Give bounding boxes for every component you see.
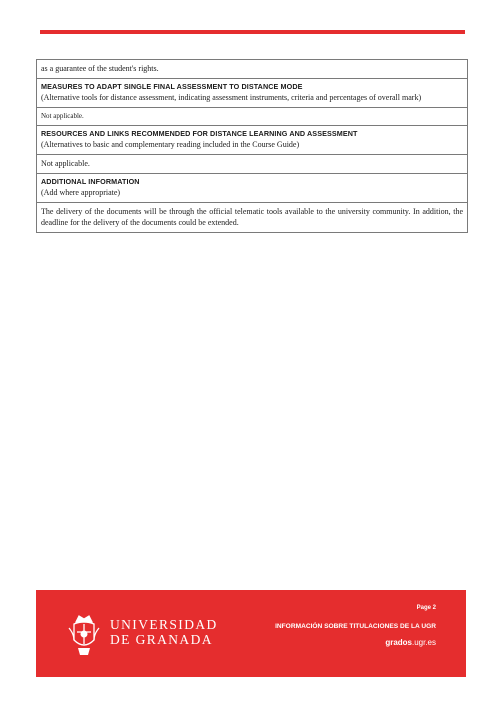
degrees-url-main: grados: [385, 638, 412, 647]
resources-content: Not applicable.: [41, 159, 90, 168]
top-red-rule: [40, 30, 465, 34]
table-row-resources-heading: [37, 125, 467, 154]
university-name-line2: DE GRANADA: [110, 632, 213, 647]
table-row-resources-content: [37, 154, 467, 173]
measures-content: Not applicable.: [41, 112, 84, 120]
additional-subtitle: (Add where appropriate): [41, 188, 121, 197]
additional-heading: ADDITIONAL INFORMATION: [41, 177, 140, 186]
degrees-info-title: INFORMACIÓN SOBRE TITULACIONES DE LA UGR: [275, 623, 436, 630]
document-table: [36, 59, 468, 233]
table-row-measures-heading: [37, 78, 467, 107]
table-row-measures-content: [37, 107, 467, 125]
resources-subtitle: (Alternatives to basic and complementary reading included in the Course Guide): [41, 140, 300, 149]
degrees-url-suffix: .ugr.es: [411, 638, 436, 647]
table-row-additional-heading: [37, 173, 467, 202]
continuation-text: as a guarantee of the student's rights.: [41, 64, 159, 73]
measures-subtitle: (Alternative tools for distance assessment, indicating assessment instruments, criteria and percentages of overall mark): [41, 93, 422, 102]
additional-content: The delivery of the documents will be through the official telematic tools available to the university community. In addition, the deadline for the delivery of the documents could be extended.: [41, 207, 463, 227]
page-number: Page 2: [416, 605, 436, 611]
measures-heading: MEASURES TO ADAPT SINGLE FINAL ASSESSMENT TO DISTANCE MODE: [41, 82, 303, 91]
university-crest-icon: [66, 610, 102, 658]
university-name: [110, 617, 218, 647]
resources-heading: RESOURCES AND LINKS RECOMMENDED FOR DISTANCE LEARNING AND ASSESSMENT: [41, 129, 358, 138]
footer-banner: [36, 590, 466, 677]
table-row-additional-content: [37, 202, 467, 232]
university-name-line1: UNIVERSIDAD: [110, 617, 218, 632]
table-row-continuation: [37, 60, 467, 78]
degrees-url[interactable]: [385, 638, 436, 647]
